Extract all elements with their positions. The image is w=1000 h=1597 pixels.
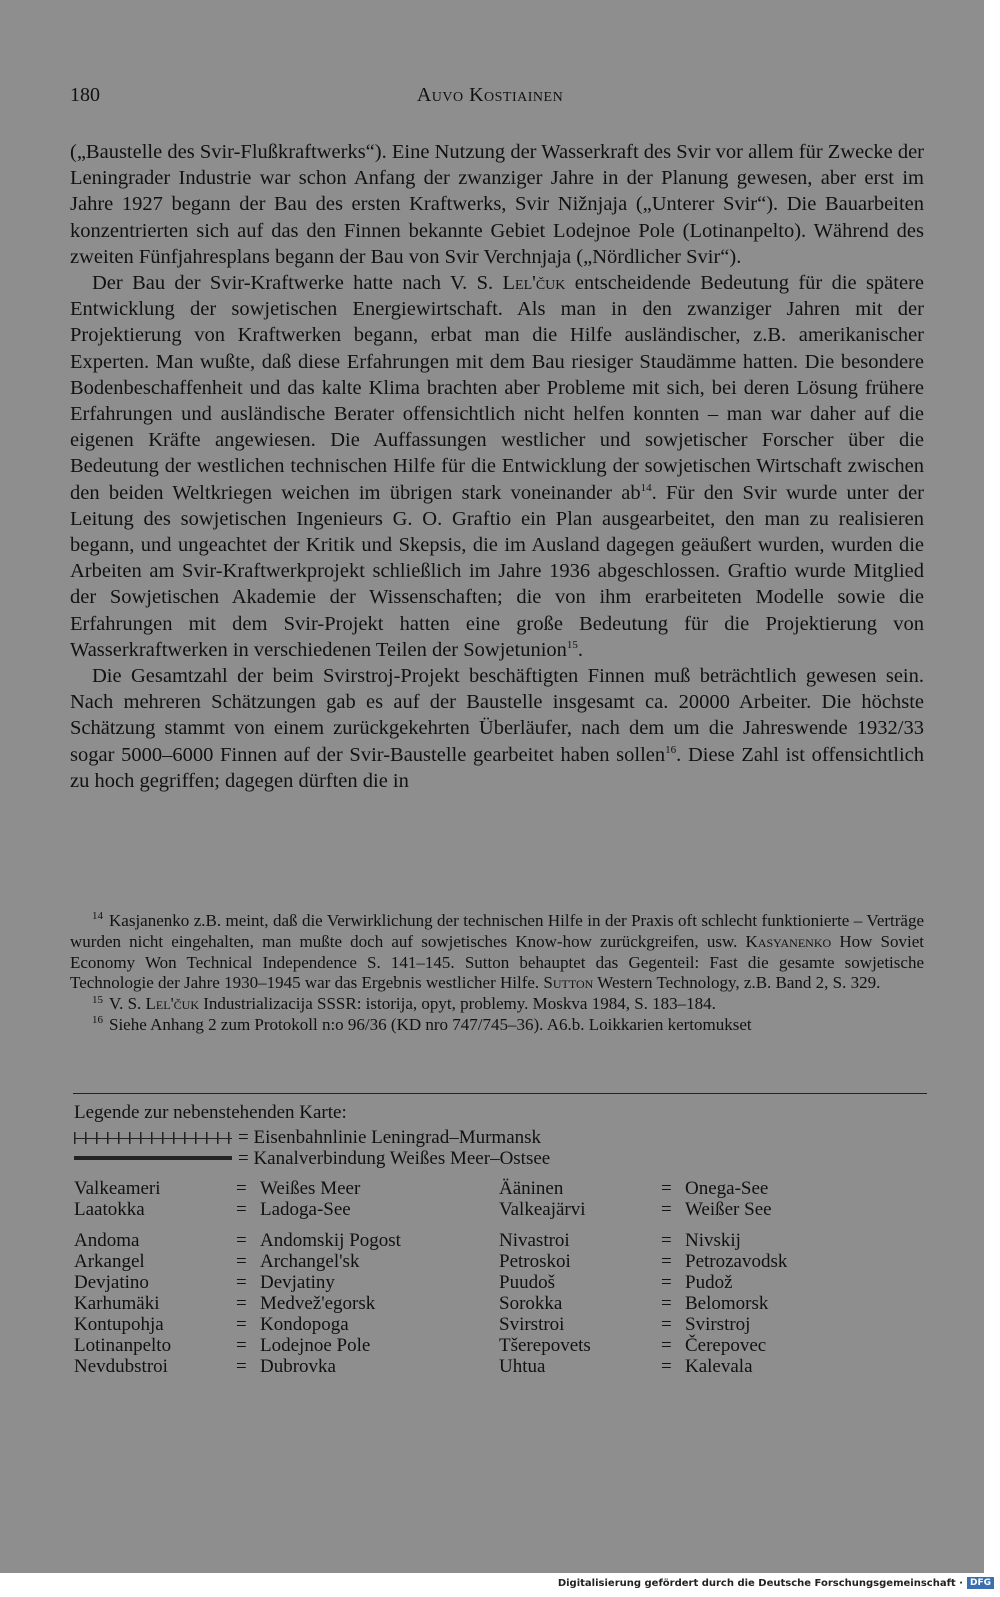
glossary-entry <box>74 1314 499 1335</box>
glossary-meaning: Kalevala <box>685 1356 753 1377</box>
glossary-equals: = <box>236 1178 247 1199</box>
glossary-entry <box>74 1335 499 1356</box>
railway-line-label: = Eisenbahnlinie Leningrad–Murmansk <box>238 1127 542 1148</box>
glossary-meaning: Petrozavodsk <box>685 1251 788 1272</box>
footnote-16 <box>70 1015 924 1036</box>
glossary-equals: = <box>661 1230 672 1251</box>
glossary-term: Puudoš <box>499 1272 555 1293</box>
footnote-ref-14[interactable]: 14 <box>640 481 652 494</box>
glossary-term: Andoma <box>74 1230 140 1251</box>
glossary-right-column <box>499 1178 924 1377</box>
paragraph-2-part-a: Der Bau der Svir-Kraftwerke hatte nach V. S. <box>92 272 503 295</box>
glossary-entry <box>74 1251 499 1272</box>
glossary-meaning: Čerepovec <box>685 1335 767 1356</box>
glossary-entry <box>74 1199 499 1220</box>
glossary-entry <box>499 1199 924 1220</box>
glossary-equals: = <box>236 1251 247 1272</box>
glossary-term: Uhtua <box>499 1356 546 1377</box>
glossary-term: Petroskoi <box>499 1251 571 1272</box>
glossary-entry <box>499 1272 924 1293</box>
glossary-equals: = <box>236 1356 247 1377</box>
glossary-term: Nevdubstroi <box>74 1356 168 1377</box>
glossary-entry <box>74 1178 499 1199</box>
canal-line-label: = Kanalverbindung Weißes Meer–Ostsee <box>238 1148 551 1169</box>
footer-text: Digitalisierung gefördert durch die Deutsche Forschungsgemeinschaft · <box>557 1577 963 1589</box>
glossary-equals: = <box>236 1230 247 1251</box>
paragraph-2 <box>70 270 924 663</box>
glossary-entry <box>74 1356 499 1377</box>
legend-title: Legende zur nebenstehenden Karte: <box>74 1102 347 1123</box>
glossary-equals: = <box>661 1199 672 1220</box>
glossary-equals: = <box>236 1293 247 1314</box>
digitization-footer <box>558 1577 994 1589</box>
railway-line-symbol <box>74 1127 232 1148</box>
glossary-meaning: Devjatiny <box>260 1272 335 1293</box>
glossary-equals: = <box>661 1335 672 1356</box>
glossary-equals: = <box>661 1178 672 1199</box>
glossary-equals: = <box>236 1272 247 1293</box>
glossary-equals: = <box>236 1314 247 1335</box>
glossary-equals: = <box>661 1314 672 1335</box>
footnote-14-part-b: How Soviet Economy Won Technical Independence S. 141–145. Sutton behauptet das Gegenteil: Fast die gesamte sowjetische Technologie der Jahre 1930–1945 war das Ergebnis westlicher Hilfe. <box>70 931 925 993</box>
running-head <box>70 84 910 110</box>
glossary-left-column <box>74 1178 499 1377</box>
glossary-equals: = <box>661 1251 672 1272</box>
footnote-ref-16[interactable]: 16 <box>665 743 677 756</box>
paragraph-2-part-d: . <box>577 638 584 661</box>
paragraph-2-part-b: entscheidende Bedeutung für die spätere Entwicklung der sowjetischen Energiewirtschaft. Als man in den zwanziger Jahren mit der Projektierung von Kraftwerken begann, erbat man die Hilfe ausländischer, z.B. amerikanischer Experten. Man wußte, daß diese Erfahrungen mit dem Bau riesiger Staudämme hatten. Die besondere Bodenbeschaffenheit und das kalte Klima brachten aber Probleme mit sich, bei deren Lösung frühere Erfahrungen und ausländische Berater offensichtlich nicht helfen konnten – man war daher auf die eigenen Kräfte angewiesen. Die Auffassungen westlicher und sowjetischer Forscher über die Bedeutung der westlichen technischen Hilfe für die Entwicklung der sowjetischen Wirtschaft zwischen den beiden Weltkriegen weichen im übrigen stark voneinander ab <box>70 272 925 504</box>
glossary-meaning: Weißer See <box>685 1199 772 1220</box>
glossary-entry <box>499 1293 924 1314</box>
paragraph-3-part-b: . Diese Zahl ist offensichtlich zu hoch gegriffen; dagegen dürften die in <box>70 743 924 792</box>
glossary-meaning: Belomorsk <box>685 1293 769 1314</box>
glossary-gap <box>499 1220 924 1230</box>
dfg-logo: DFG <box>967 1577 994 1589</box>
footnote-15-lelcuk: Lel'čuk <box>145 994 199 1014</box>
footnote-15-part-a: V. S. <box>109 994 146 1014</box>
glossary-equals: = <box>661 1272 672 1293</box>
author-name-lelcuk: Lel'čuk <box>502 272 566 295</box>
footnote-14 <box>70 911 924 994</box>
glossary-entry <box>74 1230 499 1251</box>
glossary-equals: = <box>661 1356 672 1377</box>
glossary-entry <box>74 1293 499 1314</box>
footnote-15 <box>70 994 924 1015</box>
footnote-14-kasyanenko: Kasyanenko <box>745 931 832 951</box>
glossary-term: Sorokka <box>499 1293 563 1314</box>
glossary-meaning: Kondopoga <box>260 1314 349 1335</box>
glossary-entry <box>499 1356 924 1377</box>
footnote-14-part-c: Western Technology, z.B. Band 2, S. 329. <box>593 973 881 993</box>
glossary-entry <box>74 1272 499 1293</box>
glossary-meaning: Dubrovka <box>260 1356 336 1377</box>
canal-line-symbol <box>74 1148 232 1169</box>
legend-canal-row <box>74 1148 924 1169</box>
glossary-meaning: Medvež'egorsk <box>260 1293 376 1314</box>
footnote-16-number: 16 <box>92 1014 103 1027</box>
footnote-15-part-b: Industrializacija SSSR: istorija, opyt, problemy. Moskva 1984, S. 183–184. <box>199 994 716 1014</box>
glossary-term: Karhumäki <box>74 1293 160 1314</box>
legend-railway-row <box>74 1127 924 1148</box>
glossary-term: Kontupohja <box>74 1314 164 1335</box>
legend-divider <box>73 1093 927 1094</box>
footnote-ref-15[interactable]: 15 <box>566 639 578 652</box>
glossary-meaning: Pudož <box>685 1272 733 1293</box>
glossary-term: Tšerepovets <box>499 1335 591 1356</box>
glossary-equals: = <box>661 1293 672 1314</box>
paragraph-3 <box>70 663 924 794</box>
glossary-entry <box>499 1314 924 1335</box>
glossary-equals: = <box>236 1199 247 1220</box>
glossary-entry <box>499 1335 924 1356</box>
glossary-term: Lotinanpelto <box>74 1335 172 1356</box>
footnote-16-text: Siehe Anhang 2 zum Protokoll n:o 96/36 (KD nro 747/745–36). A6.b. Loikkarien kertomukset <box>109 1014 752 1034</box>
glossary-term: Nivastroi <box>499 1230 570 1251</box>
paragraph-1: („Baustelle des Svir-Flußkraftwerks“). Eine Nutzung der Wasserkraft des Svir vor allem für Zwecke der Leningrader Industrie war schon Anfang der zwanziger Jahre in der Planung gewesen, aber erst im Jahre 1927 begann der Bau des ersten Kraftwerks, Svir Nižnjaja („Unterer Svir“). Die Bauarbeiten konzentrierten sich auf das den Finnen bekannte Gebiet Lodejnoe Pole (Lotinanpelto). Während des zweiten Fünfjahresplans begann der Bau von Svir Verchnjaja („Nördlicher Svir“). <box>70 141 924 268</box>
glossary-meaning: Ladoga-See <box>260 1199 351 1220</box>
footnote-14-number: 14 <box>92 910 103 923</box>
glossary-entry <box>499 1230 924 1251</box>
glossary-term: Devjatino <box>74 1272 149 1293</box>
glossary-meaning: Weißes Meer <box>260 1178 361 1199</box>
glossary-term: Svirstroi <box>499 1314 565 1335</box>
glossary-term: Arkangel <box>74 1251 145 1272</box>
glossary-equals: = <box>236 1335 247 1356</box>
glossary-term: Valkeameri <box>74 1178 161 1199</box>
running-title: Auvo Kostiainen <box>416 84 564 106</box>
place-name-glossary <box>74 1178 924 1377</box>
map-legend <box>74 1102 924 1377</box>
main-text <box>70 139 924 794</box>
footnote-14-sutton: Sutton <box>543 973 594 993</box>
footnote-15-number: 15 <box>92 993 103 1006</box>
footnote-14-part-a: Kasjanenko z.B. meint, daß die Verwirklichung der technischen Hilfe in der Praxis oft schlecht funktionierte – Verträge wurden nicht eingehalten, man mußte doch auf sowjetisches Know-how zurückgreifen, usw. <box>70 911 924 951</box>
glossary-term: Laatokka <box>74 1199 145 1220</box>
page-number: 180 <box>70 84 100 106</box>
glossary-term: Valkeajärvi <box>499 1199 586 1220</box>
glossary-meaning: Svirstroj <box>685 1314 751 1335</box>
glossary-entry <box>499 1251 924 1272</box>
glossary-meaning: Andomskij Pogost <box>260 1230 401 1251</box>
paragraph-2-part-c: . Für den Svir wurde unter der Leitung des sowjetischen Ingenieurs G. O. Graftio ein Plan ausgearbeitet, den man zu realisieren begann, und ungeachtet der Kritik und Skepsis, die im Ausland dagegen geäußert wurden, wurden die Arbeiten am Svir-Kraftwerkprojekt schließlich im Jahre 1936 abgeschlossen. Graftio wurde Mitglied der Sowjetischen Akademie der Wissenschaften; die von ihm erarbeiteten Modelle sowie die Erfahrungen mit dem Svir-Projekt hatten eine große Bedeutung für die Projektierung von Wasserkraftwerken in verschiedenen Teilen der Sowjetunion <box>70 481 924 661</box>
glossary-meaning: Onega-See <box>685 1178 769 1199</box>
glossary-meaning: Nivskij <box>685 1230 741 1251</box>
paragraph-3-part-a: Die Gesamtzahl der beim Svirstroj-Projekt beschäftigten Finnen muß beträchtlich gewesen sein. Nach mehreren Schätzungen gab es auf der Baustelle insgesamt ca. 20000 Arbeiter. Die höchste Schätzung stammt von einem zurückgekehrten Überläufer, nach dem um die Jahreswende 1932/33 sogar 5000–6000 Finnen auf der Svir-Baustelle gearbeitet haben sollen <box>70 665 924 766</box>
glossary-meaning: Lodejnoe Pole <box>260 1335 371 1356</box>
glossary-entry <box>499 1178 924 1199</box>
glossary-gap <box>74 1220 499 1230</box>
glossary-meaning: Archangel'sk <box>260 1251 360 1272</box>
footnotes <box>70 911 924 1036</box>
glossary-term: Ääninen <box>499 1178 564 1199</box>
